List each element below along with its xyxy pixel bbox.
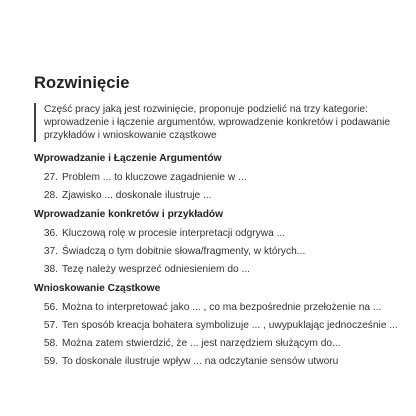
item-text: Zjawisko ... doskonale ilustruje ... [62, 190, 212, 201]
item-number: 28. [43, 190, 58, 201]
section-arguments [34, 152, 398, 202]
item-text: Ten sposób kreacja bohatera symbolizuje ... , uwypuklając jednocześnie ... [62, 320, 398, 331]
section-conclusions [34, 282, 398, 368]
page-title: Rozwinięcie [34, 74, 130, 92]
phrase-list [34, 171, 398, 202]
item-number: 59. [43, 356, 58, 367]
list-item [34, 189, 398, 202]
item-number: 56. [43, 302, 58, 313]
item-text: Można to interpretować jako ... , co ma bezpośrednie przełożenie na ... [62, 302, 382, 313]
item-number: 27. [43, 172, 58, 183]
list-item [34, 263, 398, 276]
section-heading: Wprowadzanie i Łączenie Argumentów [34, 153, 222, 164]
item-number: 37. [43, 246, 58, 257]
phrase-list [34, 227, 398, 276]
intro-blockquote: Część pracy jaką jest rozwinięcie, proponuje podzielić na trzy kategorie: wprowadzenie i łączenie argumentów, wprowadzenie konkretów i podawanie przykładów i wnioskowanie cząstkowe [34, 103, 398, 142]
item-number: 38. [43, 264, 58, 275]
item-text: Świadczą o tym dobitnie słowa/fragmenty, w których... [62, 246, 306, 257]
item-number: 58. [43, 338, 58, 349]
item-text: To doskonale ilustruje wpływ ... na odczytanie sensów utworu [62, 356, 339, 367]
list-item [34, 319, 398, 332]
item-number: 36. [43, 228, 58, 239]
list-item [34, 355, 398, 368]
item-text: Tezę należy wesprzeć odniesieniem do ... [62, 264, 250, 275]
list-item [34, 171, 398, 184]
section-examples [34, 208, 398, 276]
item-text: Problem ... to kluczowe zagadnienie w ... [62, 172, 247, 183]
item-text: Kluczową rolę w procesie interpretacji odgrywa ... [62, 228, 286, 239]
item-text: Można zatem stwierdzić, że ... jest narzędziem służącym do... [62, 338, 341, 349]
section-heading: Wnioskowanie Cząstkowe [34, 283, 161, 294]
list-item [34, 337, 398, 350]
list-item [34, 245, 398, 258]
section-heading: Wprowadzanie konkretów i przykładów [34, 209, 224, 220]
phrase-list [34, 301, 398, 368]
item-number: 57. [43, 320, 58, 331]
list-item [34, 227, 398, 240]
list-item [34, 301, 398, 314]
